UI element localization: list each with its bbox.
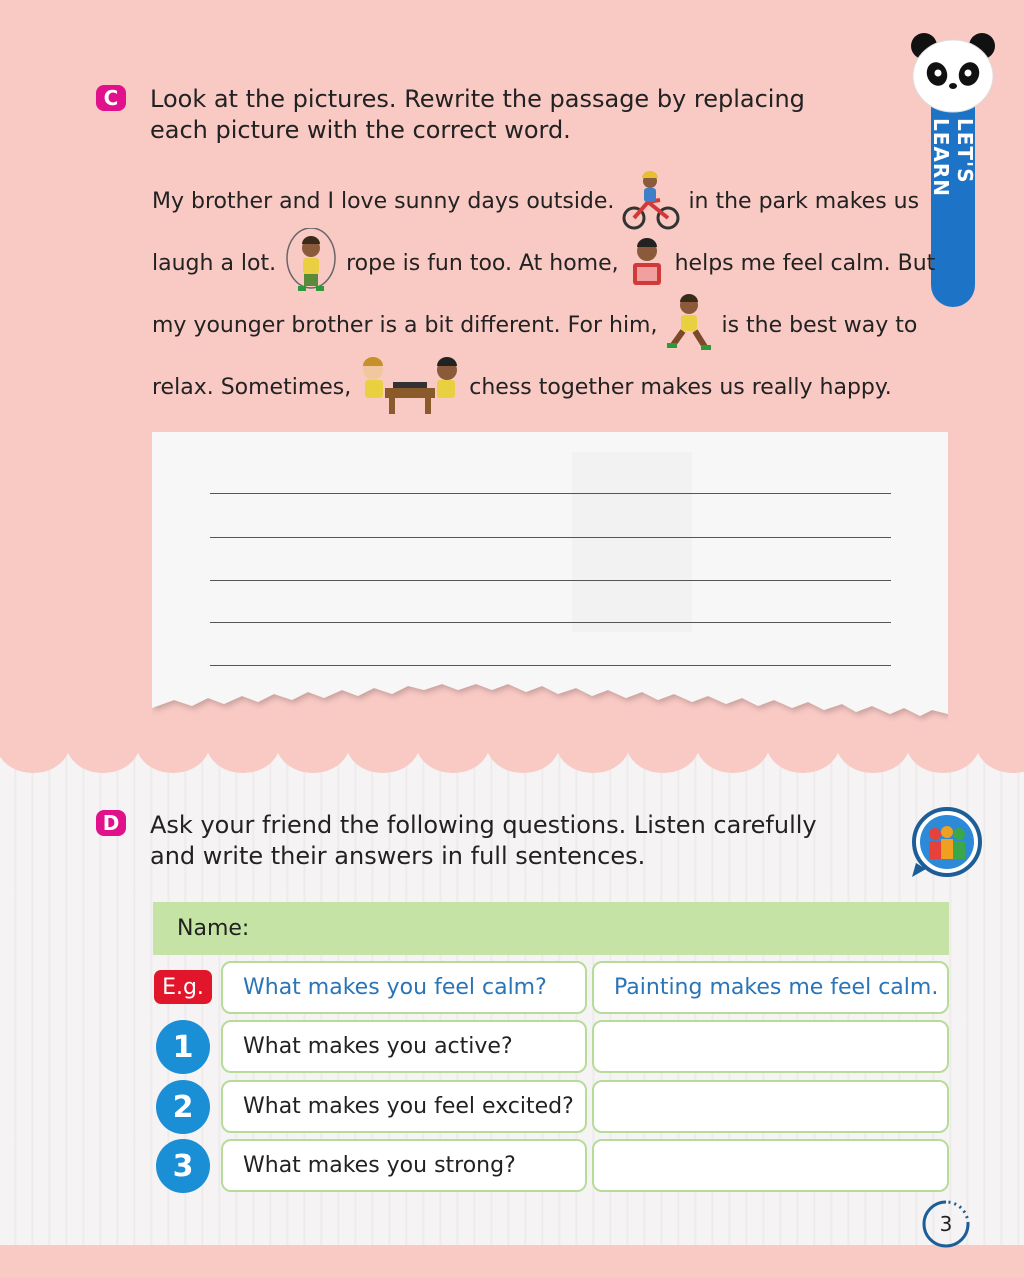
- question-cell-1: What makes you active?: [221, 1020, 587, 1073]
- section-c-instruction: [150, 84, 850, 146]
- section-d-badge: D: [96, 810, 126, 836]
- section-d-instruction-line2: and write their answers in full sentences.: [150, 842, 646, 870]
- boy-cycling-picture: [620, 170, 682, 232]
- boy-skipping-picture: [282, 228, 340, 298]
- section-c-instruction-line2: each picture with the correct word.: [150, 116, 571, 144]
- question-cell-3: What makes you strong?: [221, 1139, 587, 1192]
- example-answer-cell: Painting makes me feel calm.: [592, 961, 949, 1014]
- answer-cell-1[interactable]: [592, 1020, 949, 1073]
- passage-text: helps me feel calm. But: [674, 250, 936, 276]
- question-number-2: 2: [156, 1080, 210, 1134]
- writing-line[interactable]: [210, 493, 891, 494]
- passage-text: rope is fun too. At home,: [346, 250, 619, 276]
- section-c-badge: C: [96, 85, 126, 111]
- question-cell-2: What makes you feel excited?: [221, 1080, 587, 1133]
- boys-playing-chess-picture: [357, 356, 463, 418]
- answer-cell-2[interactable]: [592, 1080, 949, 1133]
- passage-line-2: [152, 232, 935, 294]
- pair-work-icon: [910, 805, 984, 879]
- passage-text: laugh a lot.: [152, 250, 277, 276]
- passage-text: chess together makes us really happy.: [469, 374, 892, 400]
- question-number-3: 3: [156, 1139, 210, 1193]
- footer-strip: [0, 1245, 1024, 1277]
- writing-line[interactable]: [210, 537, 891, 538]
- example-question-cell: What makes you feel calm?: [221, 961, 587, 1014]
- section-d-instruction: [150, 810, 850, 872]
- passage-line-3: [152, 294, 917, 356]
- boy-running-picture: [663, 293, 715, 357]
- passage-text: My brother and I love sunny days outside.: [152, 188, 615, 214]
- passage-text: in the park makes us: [688, 188, 920, 214]
- name-label: Name:: [177, 916, 250, 941]
- writing-line[interactable]: [210, 665, 891, 666]
- writing-line[interactable]: [210, 580, 891, 581]
- passage-text: is the best way to: [721, 312, 918, 338]
- passage-line-1: [152, 170, 919, 232]
- question-number-1: 1: [156, 1020, 210, 1074]
- writing-paper: [152, 432, 948, 722]
- boy-reading-picture: [625, 237, 669, 289]
- section-c-instruction-line1: Look at the pictures. Rewrite the passage by replacing: [150, 85, 805, 113]
- passage-text: my younger brother is a bit different. For him,: [152, 312, 658, 338]
- scallop-border: [0, 735, 1024, 775]
- passage-text: relax. Sometimes,: [152, 374, 352, 400]
- side-tab-label: LET'S LEARN: [929, 118, 977, 198]
- example-badge: E.g.: [154, 970, 212, 1004]
- passage-line-4: [152, 356, 892, 418]
- section-d-instruction-line1: Ask your friend the following questions. Listen carefully: [150, 811, 817, 839]
- writing-line[interactable]: [210, 622, 891, 623]
- page-number: 3: [939, 1212, 953, 1236]
- panda-icon: [906, 30, 1000, 116]
- name-field[interactable]: [153, 902, 949, 955]
- answer-cell-3[interactable]: [592, 1139, 949, 1192]
